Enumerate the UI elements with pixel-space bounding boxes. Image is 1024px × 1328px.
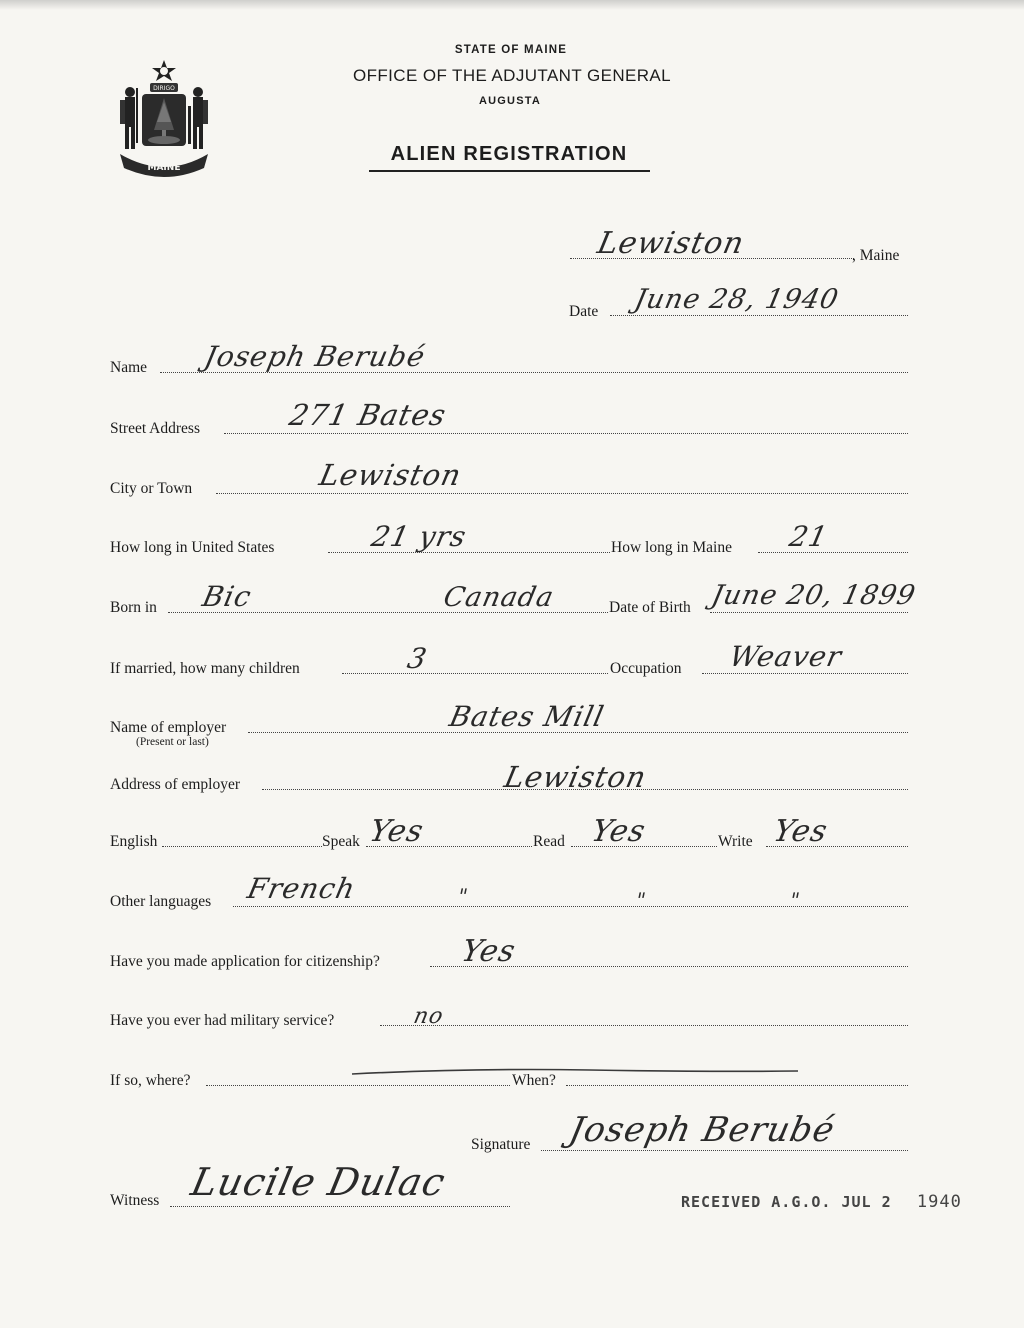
name-label: Name (110, 359, 148, 376)
other-languages-line (233, 906, 908, 907)
seal-motto: DIRIGO (153, 85, 175, 92)
witness-line (170, 1206, 510, 1207)
children-entry[interactable]: 3 (404, 642, 431, 675)
street-label: Street Address (110, 420, 200, 437)
place-entry[interactable]: Lewiston (594, 226, 748, 261)
dob-line (710, 612, 908, 613)
employer-entry[interactable]: Bates Mill (446, 700, 608, 733)
signature-line (541, 1150, 908, 1151)
children-label: If married, how many children (110, 660, 300, 677)
city-label: City or Town (110, 480, 193, 497)
citizenship-entry[interactable]: Yes (458, 934, 520, 969)
military-label: Have you ever had military service? (110, 1012, 335, 1029)
dob-label: Date of Birth (609, 599, 691, 616)
english-line (162, 846, 322, 847)
speak-label: Speak (322, 833, 360, 850)
born-label: Born in (110, 599, 157, 616)
city-line (216, 493, 908, 494)
children-line (342, 673, 608, 674)
write-entry[interactable]: Yes (770, 814, 832, 849)
occupation-line (702, 673, 908, 674)
employer-address-label: Address of employer (110, 776, 240, 793)
born-place-entry[interactable]: Bic (199, 580, 255, 613)
other-languages-label: Other languages (110, 893, 212, 910)
where-line (206, 1085, 510, 1086)
maine-entry[interactable]: 21 (786, 520, 832, 553)
speak-entry[interactable]: Yes (366, 814, 428, 849)
place-suffix: , Maine (852, 247, 900, 264)
dob-entry[interactable]: June 20, 1899 (708, 580, 919, 611)
where-label: If so, where? (110, 1072, 191, 1089)
read-label: Read (533, 833, 565, 850)
other-read-ditto[interactable]: " (633, 888, 649, 912)
employer-label: Name of employer (110, 719, 227, 736)
header-city: AUGUSTA (479, 95, 541, 107)
street-line (224, 433, 908, 434)
military-line (380, 1025, 908, 1026)
title-underline (369, 170, 650, 172)
seal-banner: MAINE (147, 163, 181, 173)
city-entry[interactable]: Lewiston (316, 458, 465, 492)
occupation-label: Occupation (610, 660, 682, 677)
form-title: ALIEN REGISTRATION (390, 143, 628, 165)
witness-entry[interactable]: Lucile Dulac (187, 1160, 450, 1204)
header-office: OFFICE OF THE ADJUTANT GENERAL (352, 66, 672, 85)
received-stamp (681, 1192, 962, 1212)
us-label: How long in United States (110, 539, 275, 556)
date-entry[interactable]: June 28, 1940 (631, 284, 842, 315)
citizenship-label: Have you made application for citizenship? (110, 953, 380, 970)
english-label: English (110, 833, 158, 850)
when-line (566, 1085, 908, 1086)
street-entry[interactable]: 271 Bates (286, 398, 450, 432)
received-stamp-text: RECEIVED A.G.O. JUL 2 (681, 1193, 892, 1211)
other-speak-ditto[interactable]: " (455, 884, 471, 908)
employer-address-entry[interactable]: Lewiston (501, 760, 650, 794)
header-state: STATE OF MAINE (454, 44, 568, 56)
name-entry[interactable]: Joseph Berubé (201, 340, 429, 373)
born-country-entry[interactable]: Canada (440, 582, 557, 613)
received-stamp-year: 1940 (916, 1192, 962, 1212)
other-write-ditto[interactable]: " (787, 888, 803, 912)
write-label: Write (718, 833, 753, 850)
other-languages-entry[interactable]: French (244, 872, 359, 905)
date-line (610, 315, 908, 316)
when-label: When? (512, 1072, 556, 1089)
dash-stroke (350, 1066, 800, 1078)
maine-label: How long in Maine (611, 539, 732, 556)
witness-label: Witness (110, 1192, 160, 1209)
page-edge (0, 0, 1024, 10)
military-entry[interactable]: no (411, 1004, 447, 1029)
date-label: Date (569, 303, 599, 320)
occupation-entry[interactable]: Weaver (726, 640, 846, 673)
employer-sublabel: (Present or last) (136, 736, 209, 748)
signature-label: Signature (471, 1136, 531, 1153)
us-entry[interactable]: 21 yrs (368, 520, 470, 553)
signature-entry[interactable]: Joseph Berubé (565, 1110, 839, 1150)
maine-line (758, 552, 908, 553)
read-entry[interactable]: Yes (588, 814, 650, 849)
